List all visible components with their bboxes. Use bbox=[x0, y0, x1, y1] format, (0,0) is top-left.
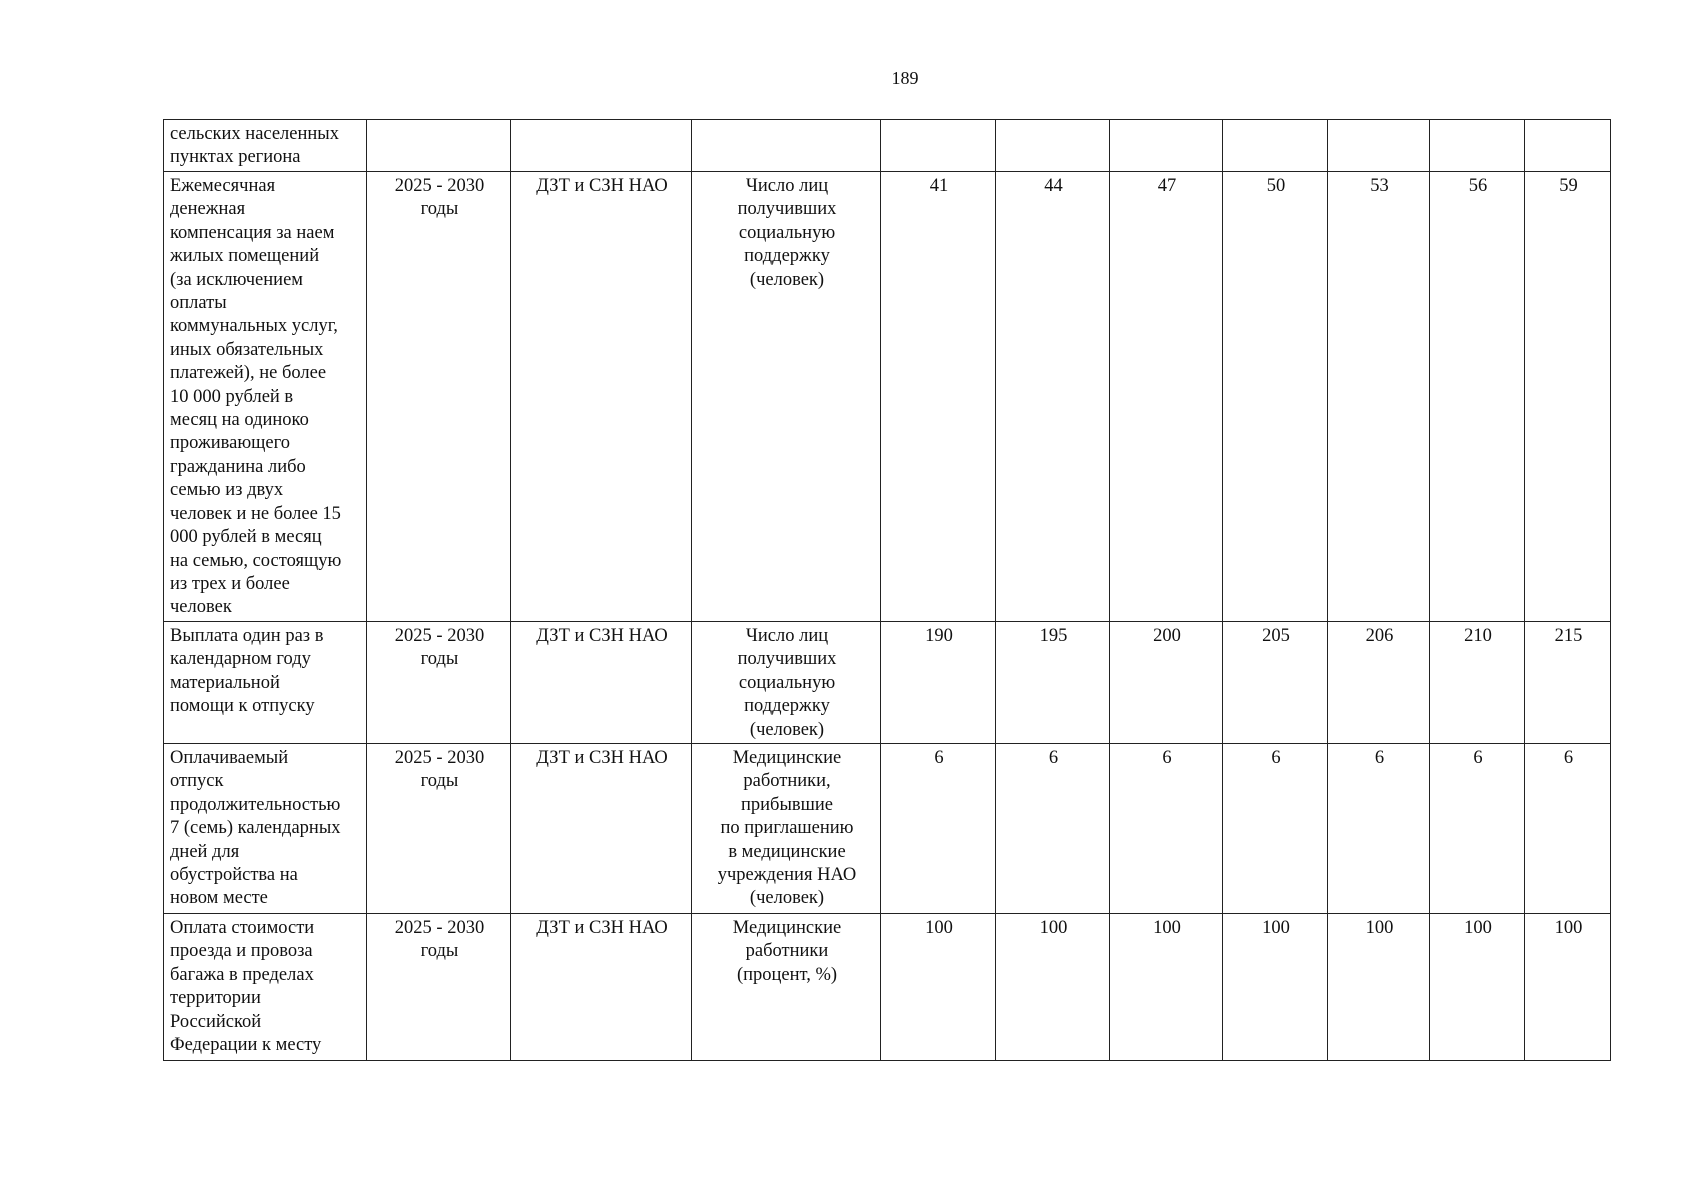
executor-cell: ДЗТ и СЗН НАО bbox=[511, 622, 692, 744]
indicator-line: (человек) bbox=[749, 269, 825, 290]
description-cell bbox=[164, 914, 367, 1061]
value-cell: 56 bbox=[1430, 172, 1525, 622]
description-line: гражданина либо bbox=[170, 456, 306, 477]
description-line: (за исключением bbox=[170, 269, 303, 290]
description-line: жилых помещений bbox=[170, 246, 320, 267]
indicator-line: работники bbox=[745, 941, 829, 962]
indicator-cell bbox=[692, 172, 881, 622]
description-line: коммунальных услуг, bbox=[170, 316, 338, 337]
indicator-cell bbox=[692, 914, 881, 1061]
period-line: годы bbox=[420, 941, 459, 962]
indicator-line: в медицинские bbox=[728, 841, 846, 862]
period-line: годы bbox=[420, 649, 459, 670]
description-line: месяц на одиноко bbox=[170, 410, 309, 431]
page-number: 189 bbox=[891, 68, 919, 88]
description-line: продолжительностью bbox=[170, 794, 341, 815]
description-line: платежей), не более bbox=[170, 363, 327, 384]
indicators-table bbox=[163, 119, 1611, 1061]
value-cell: 206 bbox=[1328, 622, 1430, 744]
description-line: Ежемесячная bbox=[170, 176, 276, 196]
description-line: Федерации к месту bbox=[170, 1035, 322, 1056]
value-cell: 100 bbox=[1525, 914, 1611, 1061]
period-cell bbox=[367, 622, 511, 744]
description-cell bbox=[164, 120, 367, 172]
indicator-text bbox=[698, 625, 876, 742]
period-line: годы bbox=[420, 771, 459, 792]
executor-cell: ДЗТ и СЗН НАО bbox=[511, 744, 692, 914]
indicator-cell bbox=[692, 120, 881, 172]
indicator-line: социальную bbox=[738, 222, 836, 243]
description-line: из трех и более bbox=[170, 573, 290, 594]
description-line: календарном году bbox=[170, 649, 311, 670]
period-line: 2025 - 2030 bbox=[394, 176, 485, 196]
value-cell: 6 bbox=[1430, 744, 1525, 914]
description-text bbox=[170, 917, 362, 1057]
description-line: проживающего bbox=[170, 433, 290, 454]
value-cell: 205 bbox=[1223, 622, 1328, 744]
description-line: семью из двух bbox=[170, 480, 284, 501]
period-text bbox=[373, 747, 506, 794]
indicator-line: (процент, %) bbox=[736, 964, 838, 985]
description-line: 000 рублей в месяц bbox=[170, 527, 322, 548]
period-cell bbox=[367, 172, 511, 622]
indicator-line: Медицинские bbox=[732, 748, 842, 768]
indicator-text bbox=[698, 747, 876, 911]
table-row bbox=[164, 172, 1611, 622]
table-row-continued bbox=[164, 120, 1611, 172]
description-line: пунктах региона bbox=[170, 147, 301, 168]
executor-cell: ДЗТ и СЗН НАО bbox=[511, 172, 692, 622]
indicator-line: Число лиц bbox=[745, 176, 829, 196]
description-line: багажа в пределах bbox=[170, 964, 314, 985]
indicator-line: работники, bbox=[743, 771, 831, 792]
table-body bbox=[164, 120, 1611, 1061]
value-cell: 50 bbox=[1223, 172, 1328, 622]
period-cell bbox=[367, 120, 511, 172]
value-cell: 100 bbox=[1223, 914, 1328, 1061]
value-cell: 6 bbox=[1525, 744, 1611, 914]
description-line: оплаты bbox=[170, 293, 227, 314]
description-line: 7 (семь) календарных bbox=[170, 818, 341, 839]
indicator-line: учреждения НАО bbox=[717, 865, 857, 886]
indicator-cell bbox=[692, 622, 881, 744]
indicator-line: по приглашению bbox=[720, 818, 854, 839]
value-cell bbox=[996, 120, 1110, 172]
description-line: человек bbox=[170, 597, 232, 618]
description-text bbox=[170, 747, 362, 911]
value-cell: 6 bbox=[996, 744, 1110, 914]
description-line: человек и не более 15 bbox=[170, 503, 341, 524]
indicator-cell bbox=[692, 744, 881, 914]
value-cell bbox=[881, 120, 996, 172]
value-cell: 190 bbox=[881, 622, 996, 744]
value-cell: 100 bbox=[1430, 914, 1525, 1061]
period-cell bbox=[367, 914, 511, 1061]
value-cell bbox=[1328, 120, 1430, 172]
indicator-line: прибывшие bbox=[741, 794, 833, 815]
indicator-line: получивших bbox=[737, 199, 837, 220]
indicator-line: поддержку bbox=[744, 246, 830, 267]
description-line: обустройства на bbox=[170, 865, 298, 886]
description-cell bbox=[164, 744, 367, 914]
value-cell: 210 bbox=[1430, 622, 1525, 744]
period-text bbox=[373, 175, 506, 222]
description-line: денежная bbox=[170, 199, 246, 220]
indicator-line: (человек) bbox=[749, 719, 825, 740]
indicator-line: Число лиц bbox=[745, 626, 829, 646]
description-line: иных обязательных bbox=[170, 339, 324, 360]
description-line: территории bbox=[170, 988, 261, 1009]
table-row bbox=[164, 622, 1611, 744]
description-line: проезда и провоза bbox=[170, 941, 313, 962]
description-line: компенсация за наем bbox=[170, 222, 335, 243]
period-text bbox=[373, 917, 506, 964]
table-row bbox=[164, 914, 1611, 1061]
period-line: годы bbox=[420, 199, 459, 220]
value-cell: 44 bbox=[996, 172, 1110, 622]
value-cell: 200 bbox=[1110, 622, 1223, 744]
description-line: Оплата стоимости bbox=[170, 918, 315, 938]
executor-cell bbox=[511, 120, 692, 172]
value-cell: 6 bbox=[881, 744, 996, 914]
value-cell: 41 bbox=[881, 172, 996, 622]
description-text bbox=[170, 175, 362, 620]
value-cell: 195 bbox=[996, 622, 1110, 744]
value-cell bbox=[1223, 120, 1328, 172]
indicator-line: получивших bbox=[737, 649, 837, 670]
value-cell: 47 bbox=[1110, 172, 1223, 622]
period-cell bbox=[367, 744, 511, 914]
value-cell: 100 bbox=[881, 914, 996, 1061]
description-text bbox=[170, 625, 362, 719]
description-cell bbox=[164, 622, 367, 744]
indicator-text bbox=[698, 917, 876, 987]
period-line: 2025 - 2030 bbox=[394, 748, 485, 768]
value-cell: 100 bbox=[1328, 914, 1430, 1061]
value-cell: 100 bbox=[1110, 914, 1223, 1061]
period-text bbox=[373, 625, 506, 672]
value-cell: 59 bbox=[1525, 172, 1611, 622]
description-line: материальной bbox=[170, 672, 280, 693]
description-line: помощи к отпуску bbox=[170, 696, 315, 717]
description-line: Выплата один раз в bbox=[170, 626, 324, 646]
value-cell bbox=[1525, 120, 1611, 172]
description-line: сельских населенных bbox=[170, 124, 339, 144]
description-line: дней для bbox=[170, 841, 240, 862]
description-line: на семью, состоящую bbox=[170, 550, 342, 571]
description-text bbox=[170, 123, 362, 170]
value-cell: 6 bbox=[1110, 744, 1223, 914]
indicator-line: Медицинские bbox=[732, 918, 842, 938]
period-line: 2025 - 2030 bbox=[394, 918, 485, 938]
period-line: 2025 - 2030 bbox=[394, 626, 485, 646]
value-cell: 215 bbox=[1525, 622, 1611, 744]
value-cell: 53 bbox=[1328, 172, 1430, 622]
executor-cell: ДЗТ и СЗН НАО bbox=[511, 914, 692, 1061]
table-row bbox=[164, 744, 1611, 914]
description-line: новом месте bbox=[170, 888, 268, 909]
indicator-line: поддержку bbox=[744, 696, 830, 717]
description-line: Оплачиваемый bbox=[170, 748, 289, 768]
description-cell bbox=[164, 172, 367, 622]
value-cell: 6 bbox=[1328, 744, 1430, 914]
description-line: отпуск bbox=[170, 771, 224, 792]
value-cell bbox=[1110, 120, 1223, 172]
indicator-line: социальную bbox=[738, 672, 836, 693]
indicator-line: (человек) bbox=[749, 888, 825, 909]
value-cell: 6 bbox=[1223, 744, 1328, 914]
indicator-text bbox=[698, 175, 876, 292]
value-cell: 100 bbox=[996, 914, 1110, 1061]
description-line: Российской bbox=[170, 1011, 262, 1032]
description-line: 10 000 рублей в bbox=[170, 386, 294, 407]
value-cell bbox=[1430, 120, 1525, 172]
